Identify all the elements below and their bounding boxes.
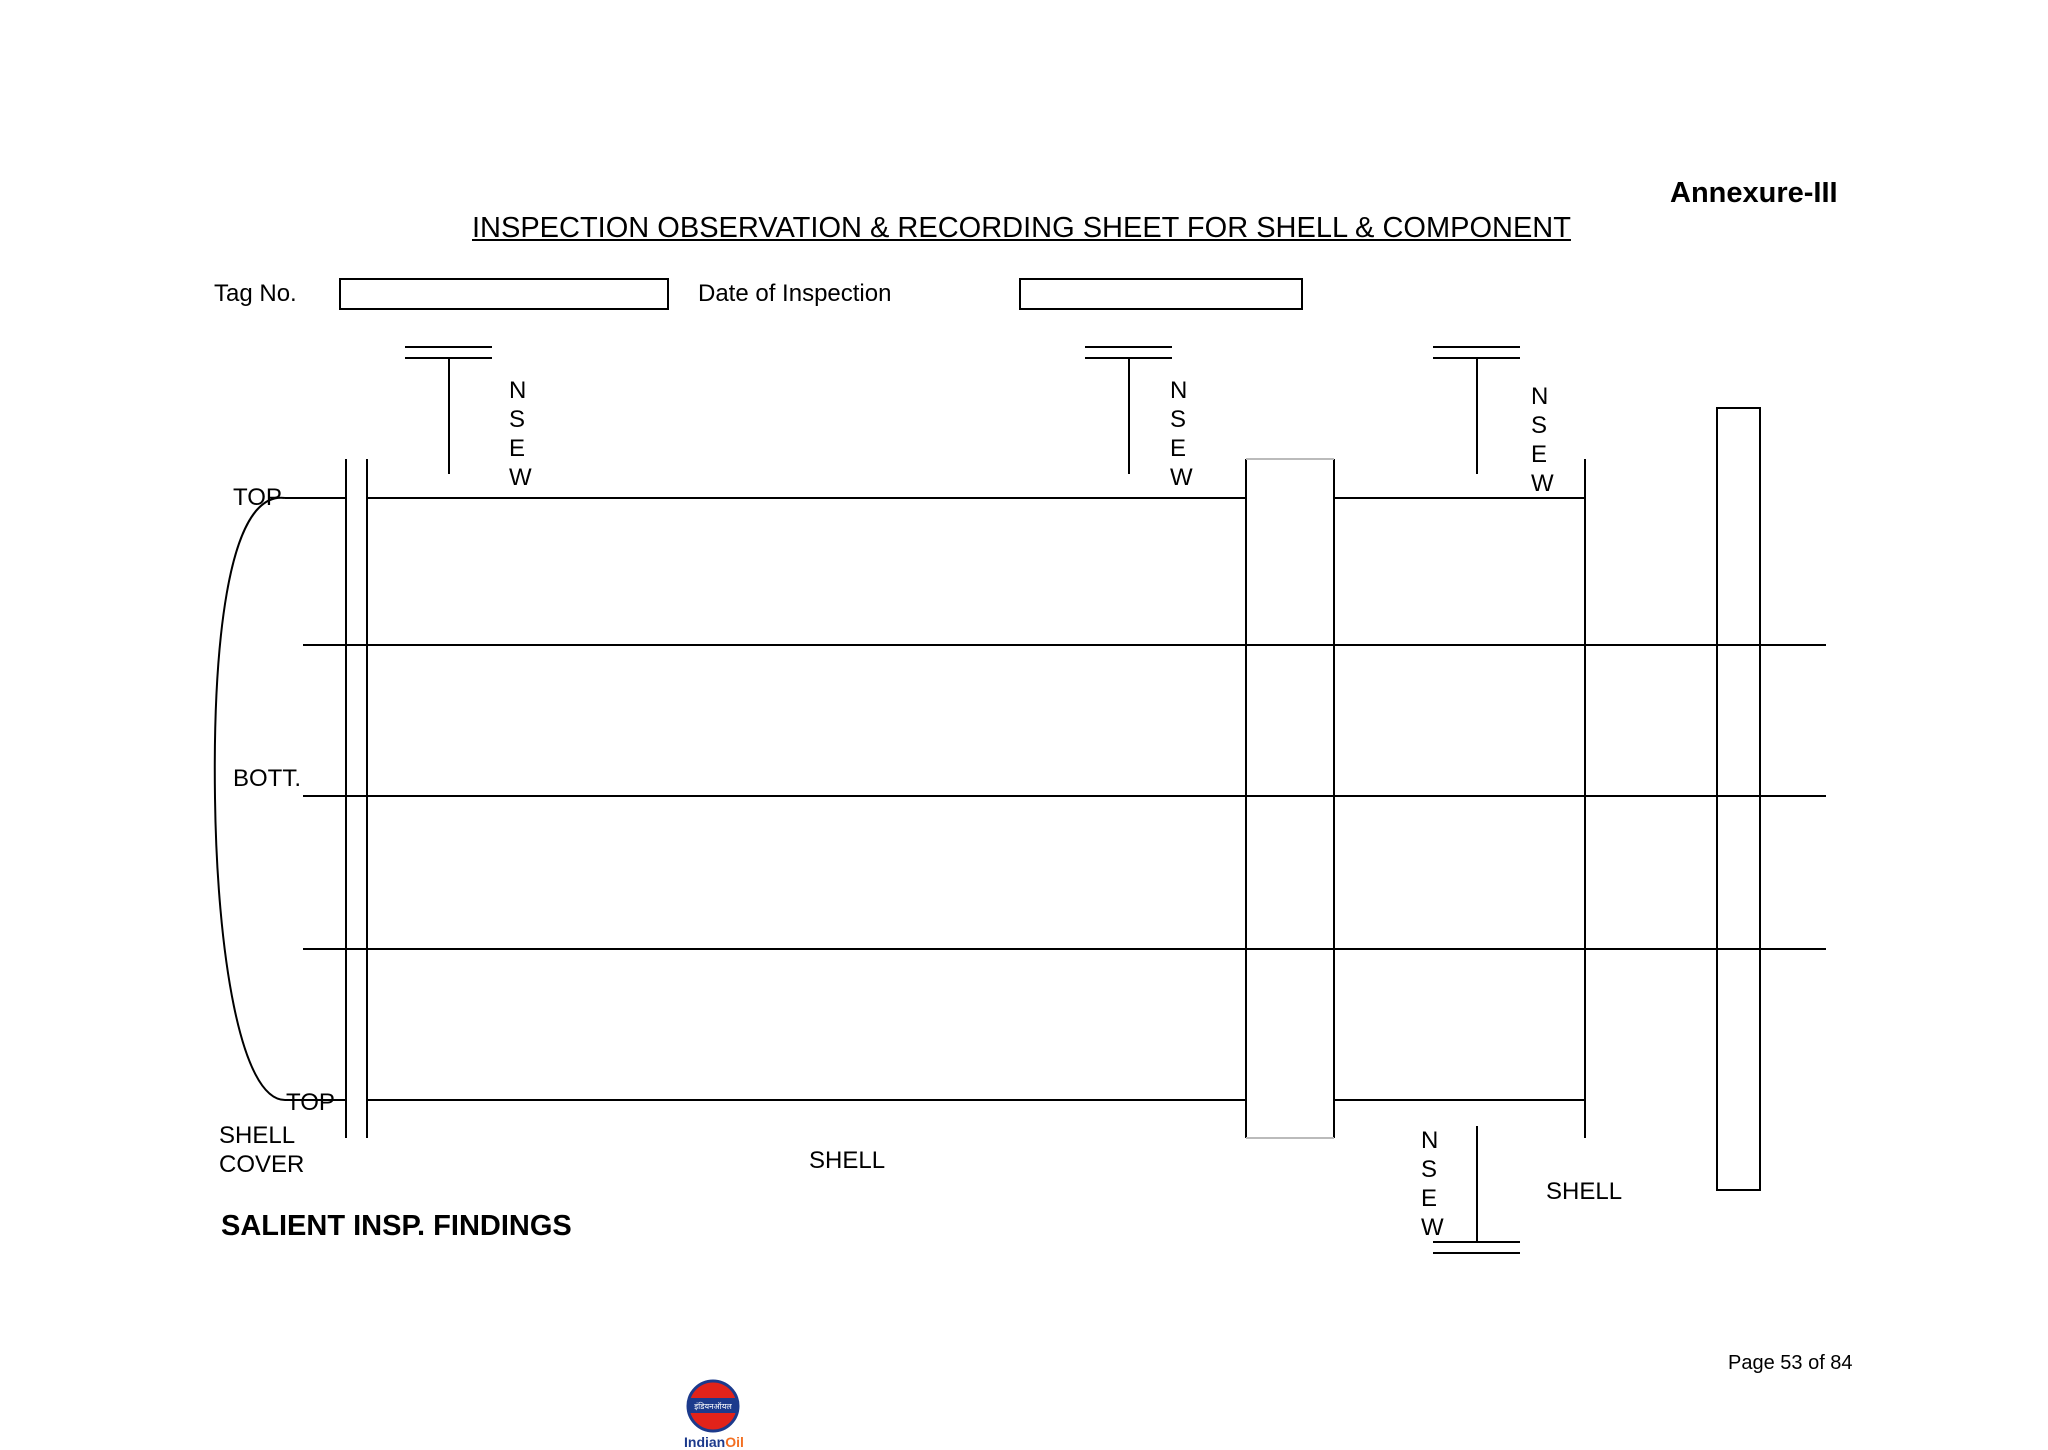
page-title: INSPECTION OBSERVATION & RECORDING SHEET FOR SHELL & COMPONENT <box>472 212 1571 244</box>
shell-label-right: SHELL <box>1546 1178 1623 1205</box>
orientation-labels-3: N S E W <box>1531 383 1554 497</box>
indianoil-logo-icon <box>683 1378 743 1434</box>
page-number: Page 53 of 84 <box>1728 1352 1853 1374</box>
orientation-labels-2: N S E W <box>1170 377 1193 491</box>
findings-heading: SALIENT INSP. FINDINGS <box>221 1210 572 1242</box>
shell-cover-label-line1: SHELL <box>219 1122 296 1149</box>
tag-no-label: Tag No. <box>214 280 297 307</box>
date-of-inspection-label: Date of Inspection <box>698 280 892 307</box>
nozzle-2 <box>1085 347 1172 474</box>
nozzle-1 <box>405 347 492 474</box>
top-label-lower: TOP <box>286 1089 335 1116</box>
orientation-labels-1: N S E W <box>509 377 532 491</box>
nozzle-3 <box>1433 347 1520 474</box>
top-label-upper: TOP <box>233 484 282 511</box>
shell-cover-label-line2: COVER <box>219 1151 305 1178</box>
annexure-label: Annexure-III <box>1670 177 1838 209</box>
logo-hindi-text: इंडियनऑयल <box>694 1402 732 1411</box>
shell-cover-flange <box>346 459 367 1138</box>
indianoil-logo-text: IndianOil <box>684 1434 744 1450</box>
shell-label: SHELL <box>809 1147 886 1174</box>
orientation-labels-4: N S E W <box>1421 1127 1444 1241</box>
bottom-label: BOTT. <box>233 765 302 792</box>
